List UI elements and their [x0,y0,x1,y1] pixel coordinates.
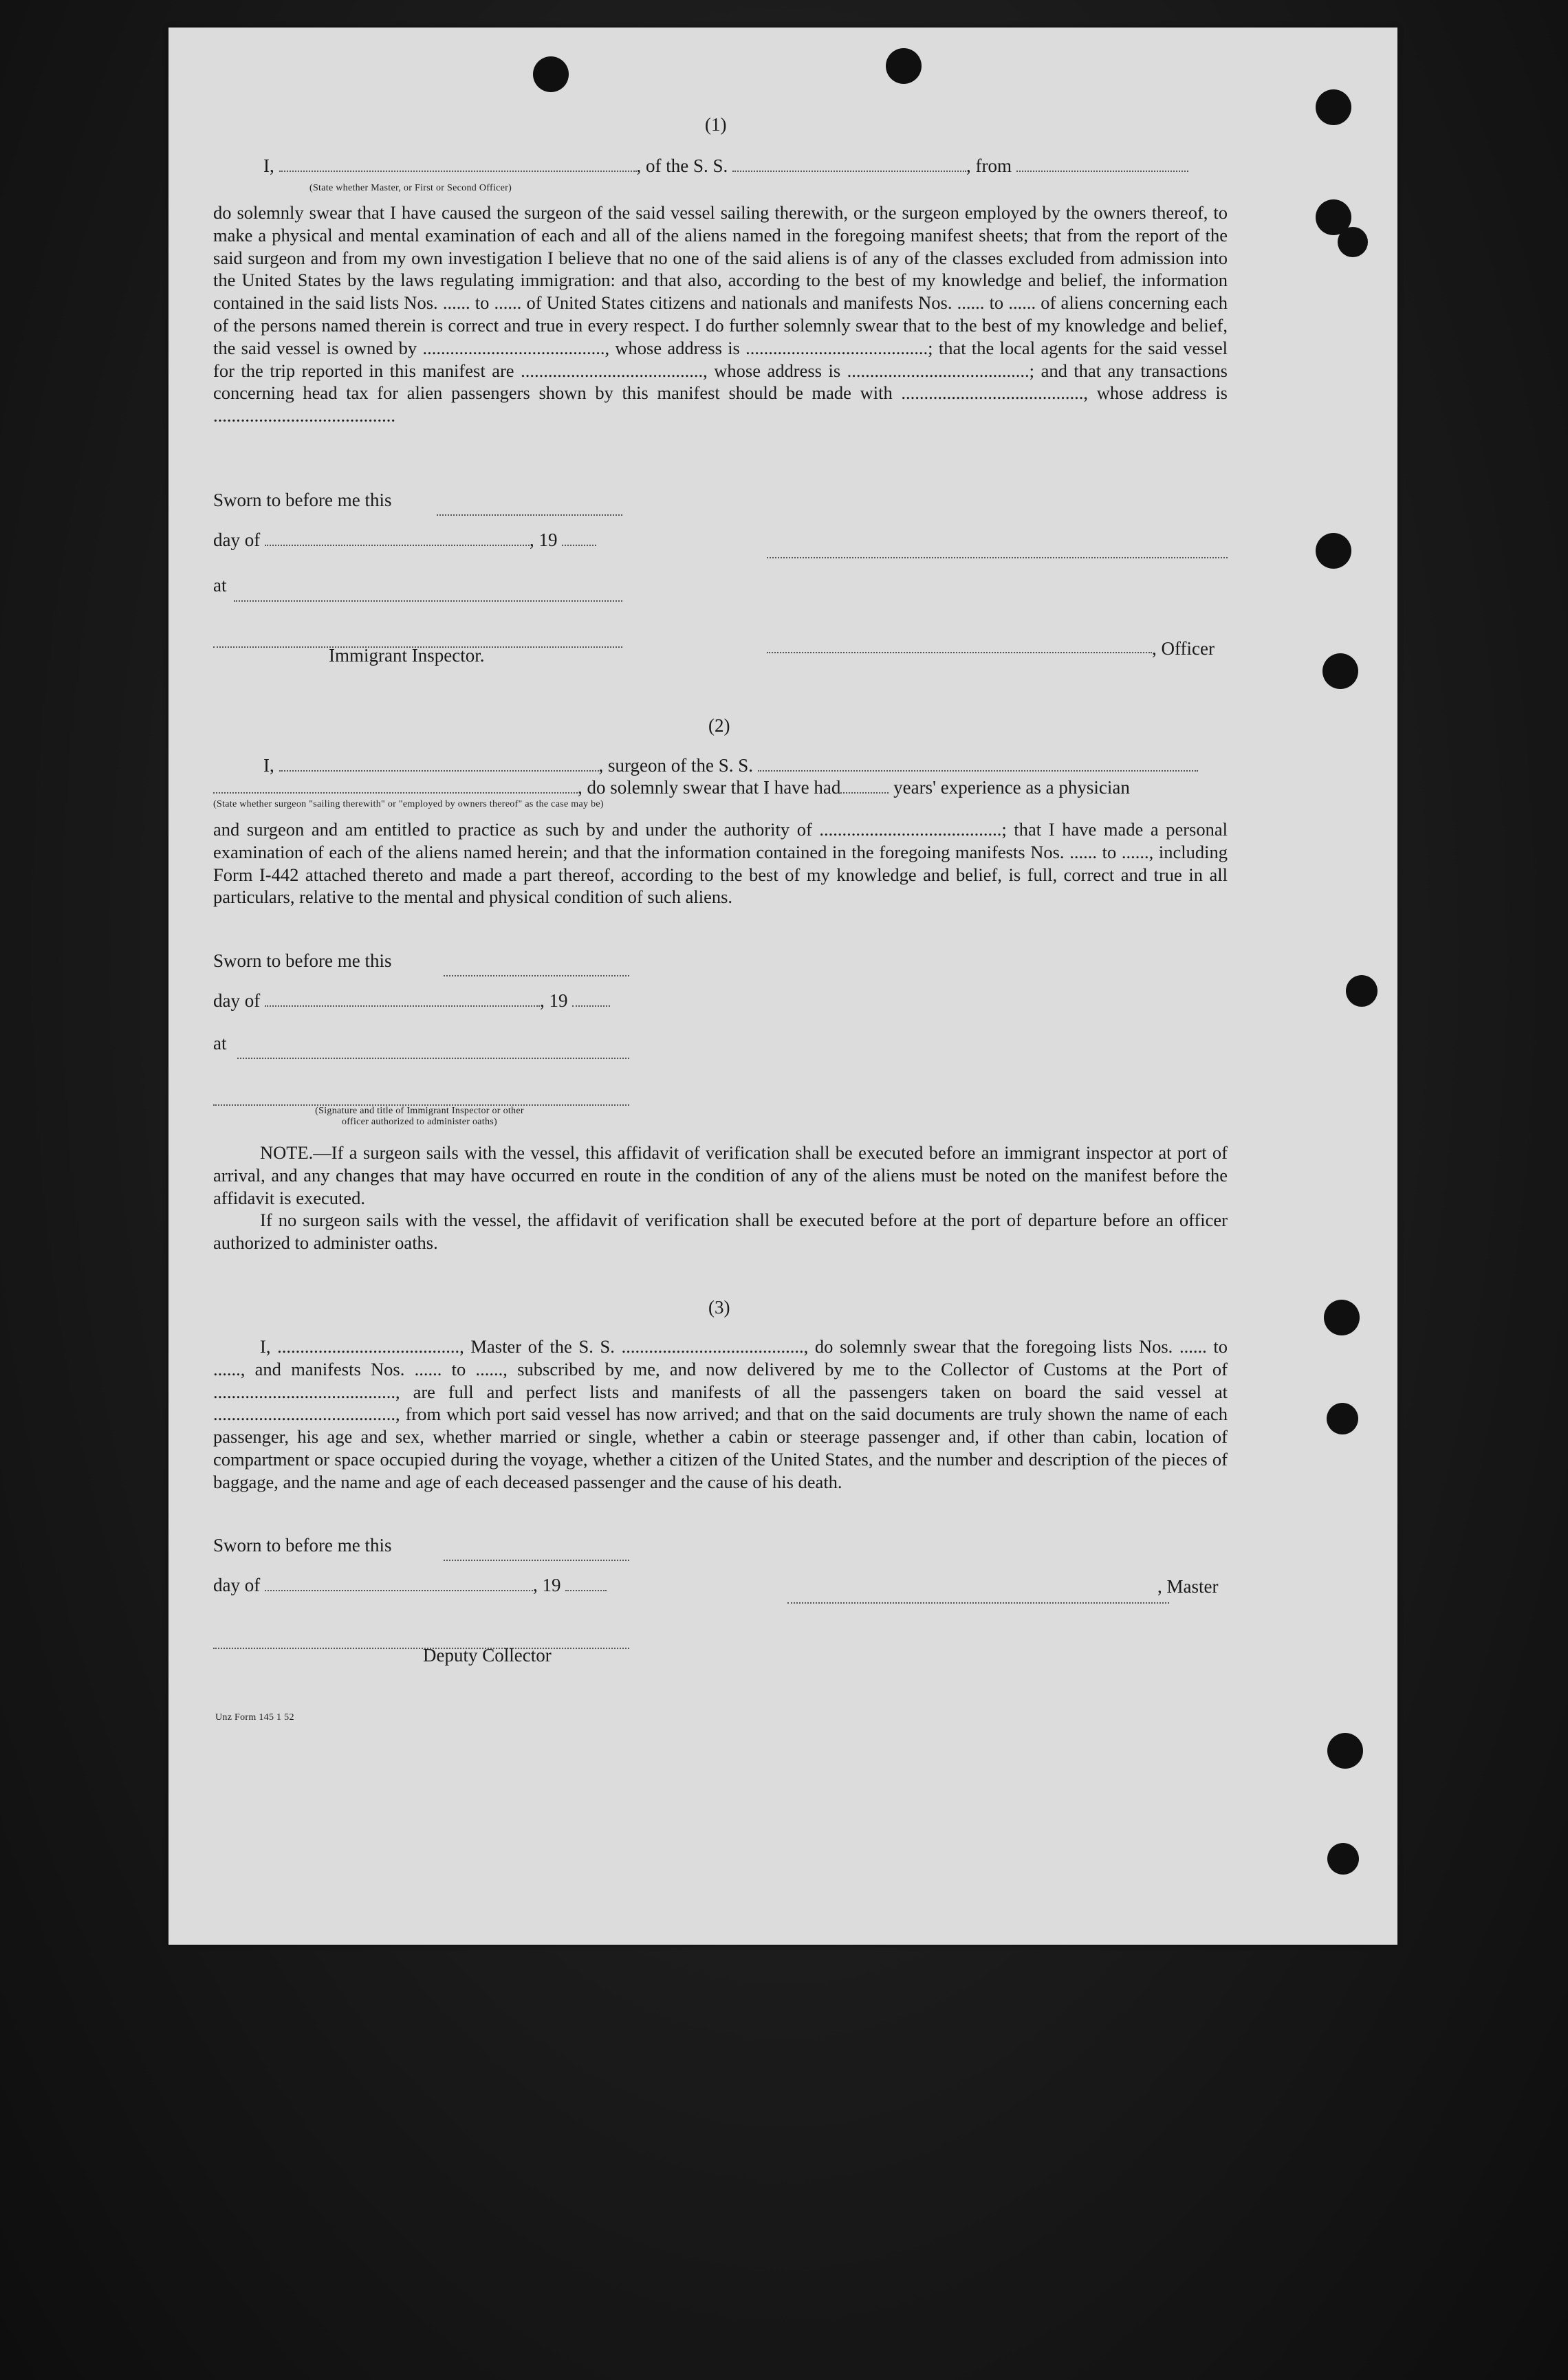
signature-field[interactable] [213,1092,629,1106]
officer-title-field[interactable] [767,640,1152,653]
day-of-label [213,1575,607,1596]
day-of-label [213,990,610,1012]
year-field[interactable] [565,1577,607,1591]
day-of-text: day of [213,530,261,550]
day-of-label [213,530,596,551]
section-2-opening-line [263,755,1198,776]
from-port-field[interactable] [1016,158,1188,172]
at-label: at [213,1033,227,1053]
at-label: at [213,575,227,596]
signature-caption-line-1: (Signature and title of Immigrant Inspector or other [315,1106,524,1116]
swear-text: , do solemnly swear that I have had [578,777,841,798]
punch-hole [1346,975,1378,1007]
punch-hole [1316,533,1351,569]
collector-signature-field[interactable] [213,1635,629,1649]
master-signature-field[interactable] [787,1590,1169,1604]
year-prefix: , 19 [539,990,568,1011]
section-2-number: (2) [708,715,730,736]
of-the-ss-label: , of the S. S. [636,155,728,176]
year-prefix: , 19 [532,1575,561,1595]
sworn-date-field[interactable] [444,1547,629,1561]
section-3-oath-text: I, ........................................, Master of the S. S. ........................................, do solemnly swear that the foregoing lists Nos. ...... to ......, and manifests Nos. ...... to ......, subscribed by me, and now delivered by me to the Collector of Customs at the Port of ........................................, are full and perfect lists and manifests of all the passengers taken on board the said vessel at ........................................, from which port said vessel has now arrived; and that on the said documents are truly shown the name of each passenger, his age and sex, whether married or single, whether a cabin or steerage passenger and, if other than cabin, location of compartment or space occupied during the voyage, whether a citizen of the United States, and the number and description of the pieces of baggage, and the name and age of each deceased passenger and the cause of his death. [213,1336,1228,1492]
signature-caption [261,1106,578,1128]
section-2-swear-line [213,777,1130,798]
punch-hole [1338,227,1368,257]
years-field[interactable] [840,780,889,794]
year-field[interactable] [572,993,610,1007]
immigrant-inspector-label: Immigrant Inspector. [329,645,485,666]
surgeon-name-field[interactable] [279,758,599,772]
surgeon-status-caption: (State whether surgeon "sailing therewith" or "employed by owners thereof" as the case may be) [213,799,604,809]
section-2-oath-text: and surgeon and am entitled to practice as such by and under the authority of ........................................; that I have made a personal examination of each of the aliens named herein; and that the information contained in the foregoing manifests Nos. ...... to ......, including Form I-442 attached thereto and made a part thereof, according to the best of my knowledge and belief, is full, correct and true in all particulars, relative to the mental and physical condition of such aliens. [213,819,1228,908]
year-field[interactable] [562,532,596,546]
section-3-number: (3) [708,1297,730,1318]
note-paragraph-1: NOTE.—If a surgeon sails with the vessel, this affidavit of verification shall be executed before an immigrant inspector at port of arrival, and any changes that may have occurred en route in the condition of any of the aliens must be noted on the manifest before the affidavit is executed. [213,1142,1228,1208]
punch-hole [1324,1300,1360,1335]
punch-hole [533,56,569,92]
month-field[interactable] [265,1577,533,1591]
punch-hole [1322,653,1358,689]
from-label: , from [966,155,1012,176]
affidavit-form-sheet [168,28,1397,1945]
note-paragraph-2: If no surgeon sails with the vessel, the affidavit of verification shall be executed before at the port of departure before an officer authorized to administer oaths. [213,1210,1228,1253]
section-1-oath-text: do solemnly swear that I have caused the surgeon of the said vessel sailing therewith, or the surgeon employed by the owners thereof, to make a physical and mental examination of each and all of the aliens named in the foregoing manifest sheets; that from the report of the said surgeon and from my own investigation I believe that no one of the said aliens is of any of the classes excluded from admission into the United States by the laws regulating immigration: and that also, according to the best of my knowledge and belief, the information contained in the said lists Nos. ...... to ...... of United States citizens and nationals and manifests Nos. ...... to ...... of aliens concerning each of the persons named therein is correct and true in every respect. I do further solemnly swear that to the best of my knowledge and belief, the said vessel is owned by ........................................, whose address is ........................................; that the local agents for the said vessel for the trip reported in this manifest are ........................................, whose address is ........................................; and that any transactions concerning head tax for alien passengers shown by this manifest should be made with ........................................, whose address is ........................................ [213,202,1228,426]
punch-hole [886,48,922,84]
signature-caption-line-2: officer authorized to administer oaths) [341,1117,498,1127]
at-place-field[interactable] [234,588,622,602]
at-place-field[interactable] [237,1045,629,1059]
month-field[interactable] [265,532,530,546]
day-of-text: day of [213,990,261,1011]
punch-hole [1316,89,1351,125]
years-text: years' experience as a physician [893,777,1130,798]
day-of-text: day of [213,1575,261,1595]
surgeon-status-field[interactable] [213,780,578,794]
sworn-label: Sworn to before me this [213,1535,392,1555]
form-number: Unz Form 145 1 52 [215,1712,294,1723]
master-label: , Master [1157,1576,1219,1597]
year-prefix: , 19 [529,530,558,550]
sworn-date-field[interactable] [437,502,622,516]
sworn-label: Sworn to before me this [213,950,392,971]
officer-signature-field[interactable] [767,545,1228,558]
surgeon-of-ss-label: , surgeon of the S. S. [598,755,754,776]
sworn-label: Sworn to before me this [213,490,392,510]
vessel-name-field[interactable] [732,158,966,172]
section-1-number: (1) [705,114,727,135]
sworn-date-field[interactable] [444,963,629,976]
punch-hole [1327,1733,1363,1769]
pronoun-i: I, [263,755,274,776]
deputy-collector-label: Deputy Collector [423,1645,552,1666]
month-field[interactable] [265,993,540,1007]
rank-caption: (State whether Master, or First or Second Officer) [309,183,512,193]
section-1-opening-line [263,155,1188,177]
punch-hole [1327,1843,1359,1875]
officer-label: , Officer [1152,638,1215,659]
vessel-name-field[interactable] [758,758,1198,772]
punch-hole [1327,1403,1358,1434]
rank-field[interactable] [279,158,637,172]
pronoun-i: I, [263,155,274,176]
